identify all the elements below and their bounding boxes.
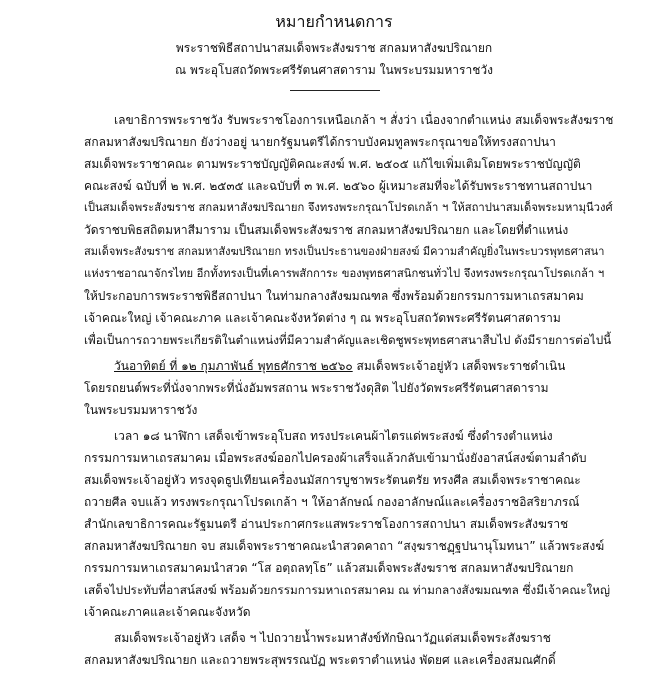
paragraph-1-line: สกลมหาสังฆปริณายก ยังว่างอยู่ นายกรัฐมนตรีได้กราบบังคมทูลพระกรุณาขอให้ทรงสถาปนา <box>84 135 556 149</box>
paragraph-2-first-line-rest: สมเด็จพระเจ้าอยู่หัว เสด็จพระราชดำเนิน <box>352 359 566 373</box>
paragraph-1-line: เพื่อเป็นการถวายพระเกียรติในตำแหน่งที่มีความสำคัญและเชิดชูพระพุทธศาสนาสืบไป ดังมีรายการต่อไปนี้ <box>84 333 612 347</box>
paragraph-1-line: เป็นสมเด็จพระสังฆราช สกลมหาสังฆปริณายก จึงทรงพระกรุณาโปรดเกล้า ฯ ให้สถาปนาสมเด็จพระมหามุนีวงศ์ <box>84 201 613 214</box>
paragraph-2-line: ในพระบรมมหาราชวัง <box>84 403 198 417</box>
paragraph-3-line: เวลา ๑๘ นาฬิกา เสด็จเข้าพระอุโบสถ ทรงประเคนผ้าไตรแด่พระสงฆ์ ซึ่งดำรงตำแหน่ง <box>114 429 553 443</box>
date-underlined: วันอาทิตย์ ที่ ๑๒ กุมภาพันธ์ พุทธศักราช ๒๕๖๐ <box>114 359 353 373</box>
paragraph-1-line: ให้ประกอบการพระราชพิธีสถาปนา ในท่ามกลางสังฆมณฑล ซึ่งพร้อมด้วยกรรมการมหาเถรสมาคม <box>84 289 584 303</box>
paragraph-1-line: เจ้าคณะใหญ่ เจ้าคณะภาค และเจ้าคณะจังหวัดต่าง ๆ ณ พระอุโบสถวัดพระศรีรัตนศาสดาราม <box>84 311 561 325</box>
paragraph-2-line: โดยรถยนต์พระที่นั่งจากพระที่นั่งอัมพรสถาน พระราชวังดุสิต ไปยังวัดพระศรีรัตนศาสดาราม <box>84 381 549 395</box>
paragraph-3-line: กรรมการมหาเถรสมาคมนำสวด “โส อตฺถลทฺโธ” แล้วสมเด็จพระสังฆราช สกลมหาสังฆปริณายก <box>84 561 574 575</box>
paragraph-1-line: แห่งราชอาณาจักรไทย อีกทั้งทรงเป็นที่เคารพสักการะ ของพุทธศาสนิกชนทั่วไป จึงทรงพระกรุณาโปรดเกล้า ฯ <box>84 267 605 280</box>
paragraph-3-line: สกลมหาสังฆปริณายก จบ สมเด็จพระราชาคณะนำสวดคาถา “สงฺฆราชฏฺฐปนานุโมทนา” แล้วพระสงฆ์ <box>84 539 605 553</box>
paragraph-3-line: เจ้าคณะภาคและเจ้าคณะจังหวัด <box>84 605 251 619</box>
paragraph-1-line: สมเด็จพระราชาคณะ ตามพระราชบัญญัติคณะสงฆ์ พ.ศ. ๒๕๐๕ แก้ไขเพิ่มเติมโดยพระราชบัญญัติ <box>84 157 581 171</box>
subtitle-line-2: ณ พระอุโบสถวัดพระศรีรัตนศาสดาราม ในพระบรมมหาราชวัง <box>175 63 493 77</box>
subtitle-line-1: พระราชพิธีสถาปนาสมเด็จพระสังฆราช สกลมหาสังฆปริณายก <box>175 41 493 55</box>
title-divider <box>290 90 380 91</box>
paragraph-3-line: กรรมการมหาเถรสมาคม เมื่อพระสงฆ์ออกไปครองผ้าเสร็จแล้วกลับเข้ามานั่งยังอาสน์สงฆ์ตามลำดับ <box>84 451 587 465</box>
paragraph-3-line: เสด็จไปประทับที่อาสน์สงฆ์ พร้อมด้วยกรรมการมหาเถรสมาคม ณ ท่ามกลางสังฆมณฑล ซึ่งมีเจ้าคณะใหญ่ <box>84 583 611 597</box>
paragraph-3-line: สำนักเลขาธิการคณะรัฐมนตรี อ่านประกาศกระแสพระราชโองการสถาปนา สมเด็จพระสังฆราช <box>84 517 569 531</box>
paragraph-4-line: สมเด็จพระเจ้าอยู่หัว เสด็จ ฯ ไปถวายน้ำพระมหาสังข์ทักษิณาวัฏแด่สมเด็จพระสังฆราช <box>114 631 551 645</box>
paragraph-1-line: สมเด็จพระสังฆราช สกลมหาสังฆปริณายก ทรงเป็นประธานของฝ่ายสงฆ์ มีความสำคัญยิ่งในพระบวรพุทธศาสนา <box>84 245 605 258</box>
paragraph-3-line: ถวายศีล จบแล้ว ทรงพระกรุณาโปรดเกล้า ฯ ให้อาลักษณ์ กองอาลักษณ์และเครื่องราชอิสริยาภรณ์ <box>84 495 580 509</box>
paragraph-3-line: สมเด็จพระเจ้าอยู่หัว ทรงจุดธูปเทียนเครื่องนมัสการบูชาพระรัตนตรัย ทรงศีล สมเด็จพระราชาคณะ <box>84 473 581 487</box>
paragraph-2-first-line <box>114 356 565 376</box>
paragraph-1-line: เลขาธิการพระราชวัง รับพระราชโองการเหนือเกล้า ฯ สั่งว่า เนื่องจากตำแหน่ง สมเด็จพระสังฆราช <box>114 113 614 127</box>
paragraph-4-line: สกลมหาสังฆปริณายก และถวายพระสุพรรณบัฏ พระตราตำแหน่ง พัดยศ และเครื่องสมณศักดิ์ <box>84 653 556 667</box>
document-title: หมายกำหนดการ <box>275 12 393 31</box>
paragraph-1-line: วัดราชบพิธสถิตมหาสีมาราม เป็นสมเด็จพระสังฆราช สกลมหาสังฆปริณายก และโดยที่ตำแหน่ง <box>84 223 569 237</box>
paragraph-1-line: คณะสงฆ์ ฉบับที่ ๒ พ.ศ. ๒๕๓๕ และฉบับที่ ๓ พ.ศ. ๒๕๖๐ ผู้เหมาะสมที่จะได้รับพระราชทานสถาปนา <box>84 179 593 193</box>
